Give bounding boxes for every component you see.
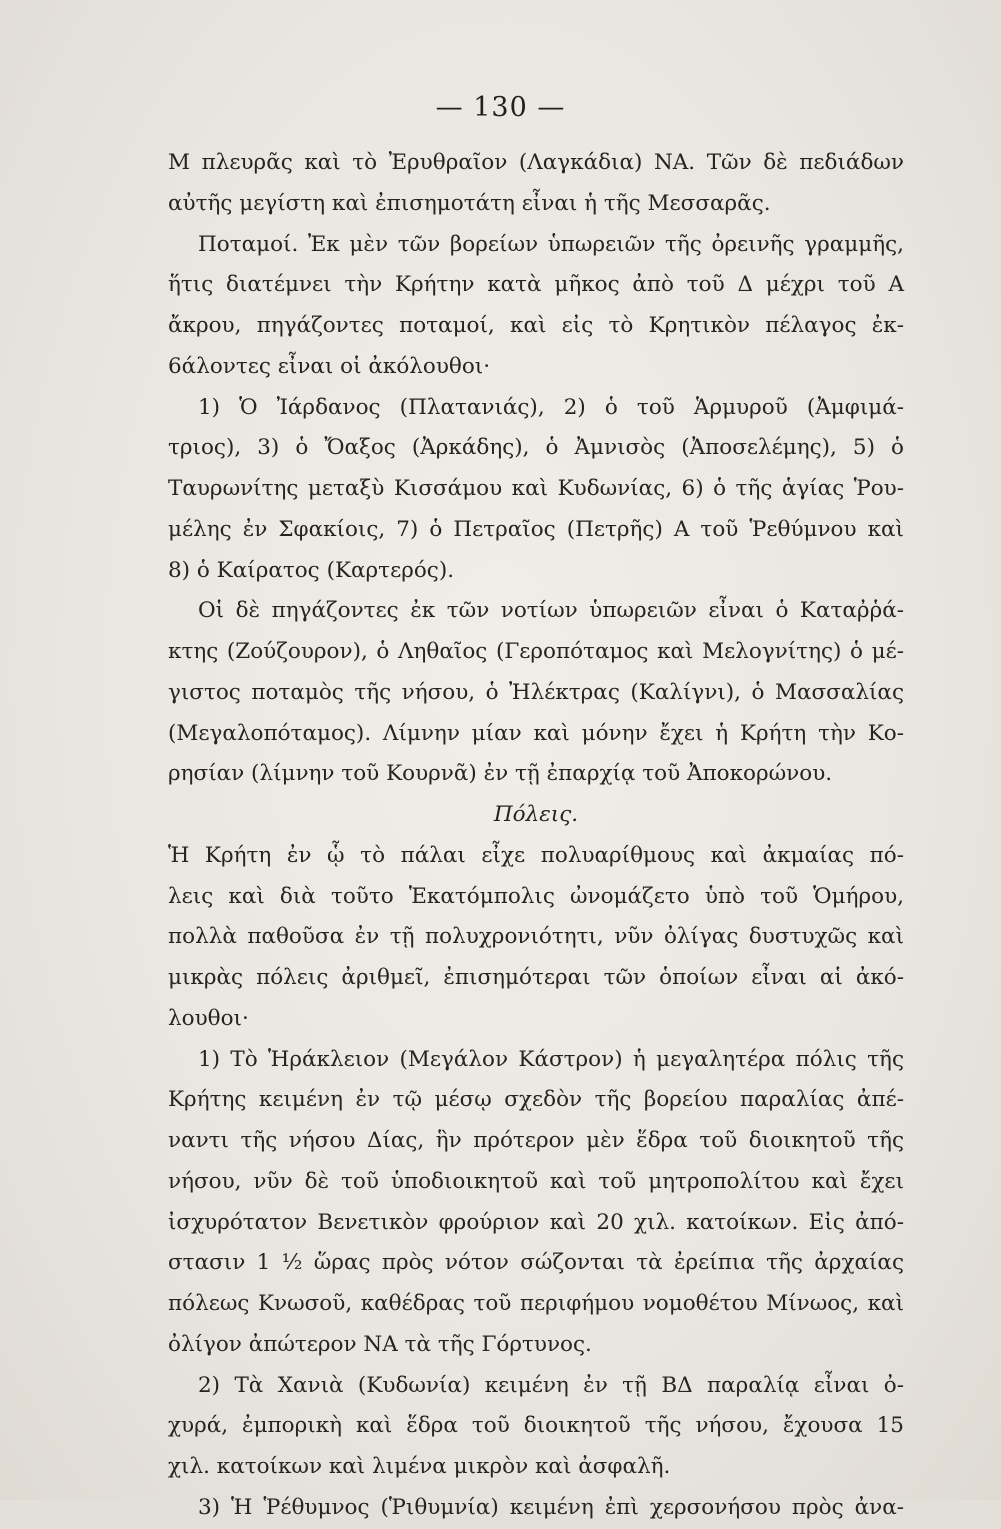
text-line: Οἱ δὲ πηγάζοντες ἐκ τῶν νοτίων ὑπωρειῶν εἶναι ὁ Καταῤῥά- xyxy=(198,598,904,624)
text-line: πολλὰ παθοῦσα ἐν τῇ πολυχρονιότητι, νῦν ὀλίγας δυστυχῶς καὶ xyxy=(168,924,904,950)
text-line: χιλ. κατοίκων καὶ λιμένα μικρὸν καὶ ἀσφαλῆ. xyxy=(168,1454,671,1479)
section-heading: Πόλεις. xyxy=(493,802,579,827)
text-line: μέλης ἐν Σφακίοις, 7) ὁ Πετραῖος (Πετρῆς) Α τοῦ Ῥεθύμνου καὶ xyxy=(168,516,904,542)
text-line: στασιν 1 ½ ὥρας πρὸς νότον σώζονται τὰ ἐρείπια τῆς ἀρχαίας xyxy=(168,1250,904,1276)
text-line: 1) Ὁ Ἰάρδανος (Πλατανιάς), 2) ὁ τοῦ Ἁρμυροῦ (Ἀμφιμά- xyxy=(198,394,904,420)
text-line: 2) Τὰ Χανιὰ (Κυδωνία) κειμένη ἐν τῇ ΒΔ παραλίᾳ εἶναι ὀ- xyxy=(198,1372,904,1398)
text-line: Μ πλευρᾶς καὶ τὸ Ἐρυθραῖον (Λαγκάδια) ΝΑ. Τῶν δὲ πεδιάδων xyxy=(168,150,904,175)
text-line: ἰσχυρότατον Βενετικὸν φρούριον καὶ 20 χιλ. κατοίκων. Εἰς ἀπό- xyxy=(168,1209,904,1235)
text-line: γιστος ποταμὸς τῆς νήσου, ὁ Ἠλέκτρας (Καλίγνι), ὁ Μασσαλίας xyxy=(168,679,904,705)
text-line: 8) ὁ Καίρατος (Καρτερός). xyxy=(168,557,455,583)
text-line: Ταυρωνίτης μεταξὺ Κισσάμου καὶ Κυδωνίας, 6) ὁ τῆς ἁγίας Ῥου- xyxy=(168,476,904,501)
text-line: νήσου, νῦν δὲ τοῦ ὑποδιοικητοῦ καὶ τοῦ μητροπολίτου καὶ ἔχει xyxy=(168,1168,904,1194)
text-line: πόλεως Κνωσοῦ, καθέδρας τοῦ περιφήμου νομοθέτου Μίνωος, καὶ xyxy=(168,1291,904,1316)
page-number: — 130 — xyxy=(435,92,566,123)
text-line: ἥτις διατέμνει τὴν Κρήτην κατὰ μῆκος ἀπὸ τοῦ Δ μέχρι τοῦ Α xyxy=(168,272,904,298)
text-line: χυρά, ἐμπορικὴ καὶ ἕδρα τοῦ διοικητοῦ τῆς νήσου, ἔχουσα 15 xyxy=(168,1413,904,1439)
text-line: λεις καὶ διὰ τοῦτο Ἑκατόμπολις ὠνομάζετο ὑπὸ τοῦ Ὁμήρου, xyxy=(168,883,904,909)
text-line: κτης (Ζούζουρον), ὁ Ληθαῖος (Γεροπόταμος καὶ Μελογνίτης) ὁ μέ- xyxy=(168,639,904,664)
text-line: 3) Ἡ Ῥέθυμνος (Ῥιθυμνία) κειμένη ἐπὶ χερσονήσου πρὸς ἀνα- xyxy=(198,1494,904,1520)
text-line: Ἡ Κρήτη ἐν ᾧ τὸ πάλαι εἶχε πολυαρίθμους καὶ ἀκμαίας πό- xyxy=(168,842,904,868)
text-line: ρησίαν (λίμνην τοῦ Κουρνᾶ) ἐν τῇ ἐπαρχίᾳ τοῦ Ἀποκορώνου. xyxy=(168,761,833,787)
text-line: ναντι τῆς νήσου Δίας, ἣν πρότερον μὲν ἕδρα τοῦ διοικητοῦ τῆς xyxy=(168,1128,904,1153)
text-line: Ποταμοί. Ἐκ μὲν τῶν βορείων ὑπωρειῶν τῆς ὀρεινῆς γραμμῆς, xyxy=(198,231,904,257)
text-line: λουθοι· xyxy=(168,1005,249,1031)
text-line: αὐτῆς μεγίστη καὶ ἐπισημοτάτη εἶναι ἡ τῆς Μεσσαρᾶς. xyxy=(168,190,771,216)
text-line: τριος), 3) ὁ Ὄαξος (Ἀρκάδης), ὁ Ἀμνισὸς (Ἀποσελέμης), 5) ὁ xyxy=(168,435,904,461)
text-line: 1) Τὸ Ἡράκλειον (Μεγάλον Κάστρον) ἡ μεγαλητέρα πόλις τῆς xyxy=(198,1046,904,1072)
text-line: (Μεγαλοπόταμος). Λίμνην μίαν καὶ μόνην ἔχει ἡ Κρήτη τὴν Κο- xyxy=(168,720,904,746)
text-line: ἄκρου, πηγάζοντες ποταμοί, καὶ εἰς τὸ Κρητικὸν πέλαγος ἐκ- xyxy=(168,313,904,338)
text-line: Κρήτης κειμένη ἐν τῷ μέσῳ σχεδὸν τῆς βορείου παραλίας ἀπέ- xyxy=(168,1087,904,1113)
body-text xyxy=(168,143,904,1529)
text-line: μικρὰς πόλεις ἀριθμεῖ, ἐπισημότεραι τῶν ὁποίων εἶναι αἱ ἀκό- xyxy=(168,965,904,990)
text-line: ὀλίγον ἀπώτερον ΝΑ τὰ τῆς Γόρτυνος. xyxy=(168,1331,592,1357)
text-line: 6άλοντες εἶναι οἱ ἀκόλουθοι· xyxy=(168,353,491,379)
